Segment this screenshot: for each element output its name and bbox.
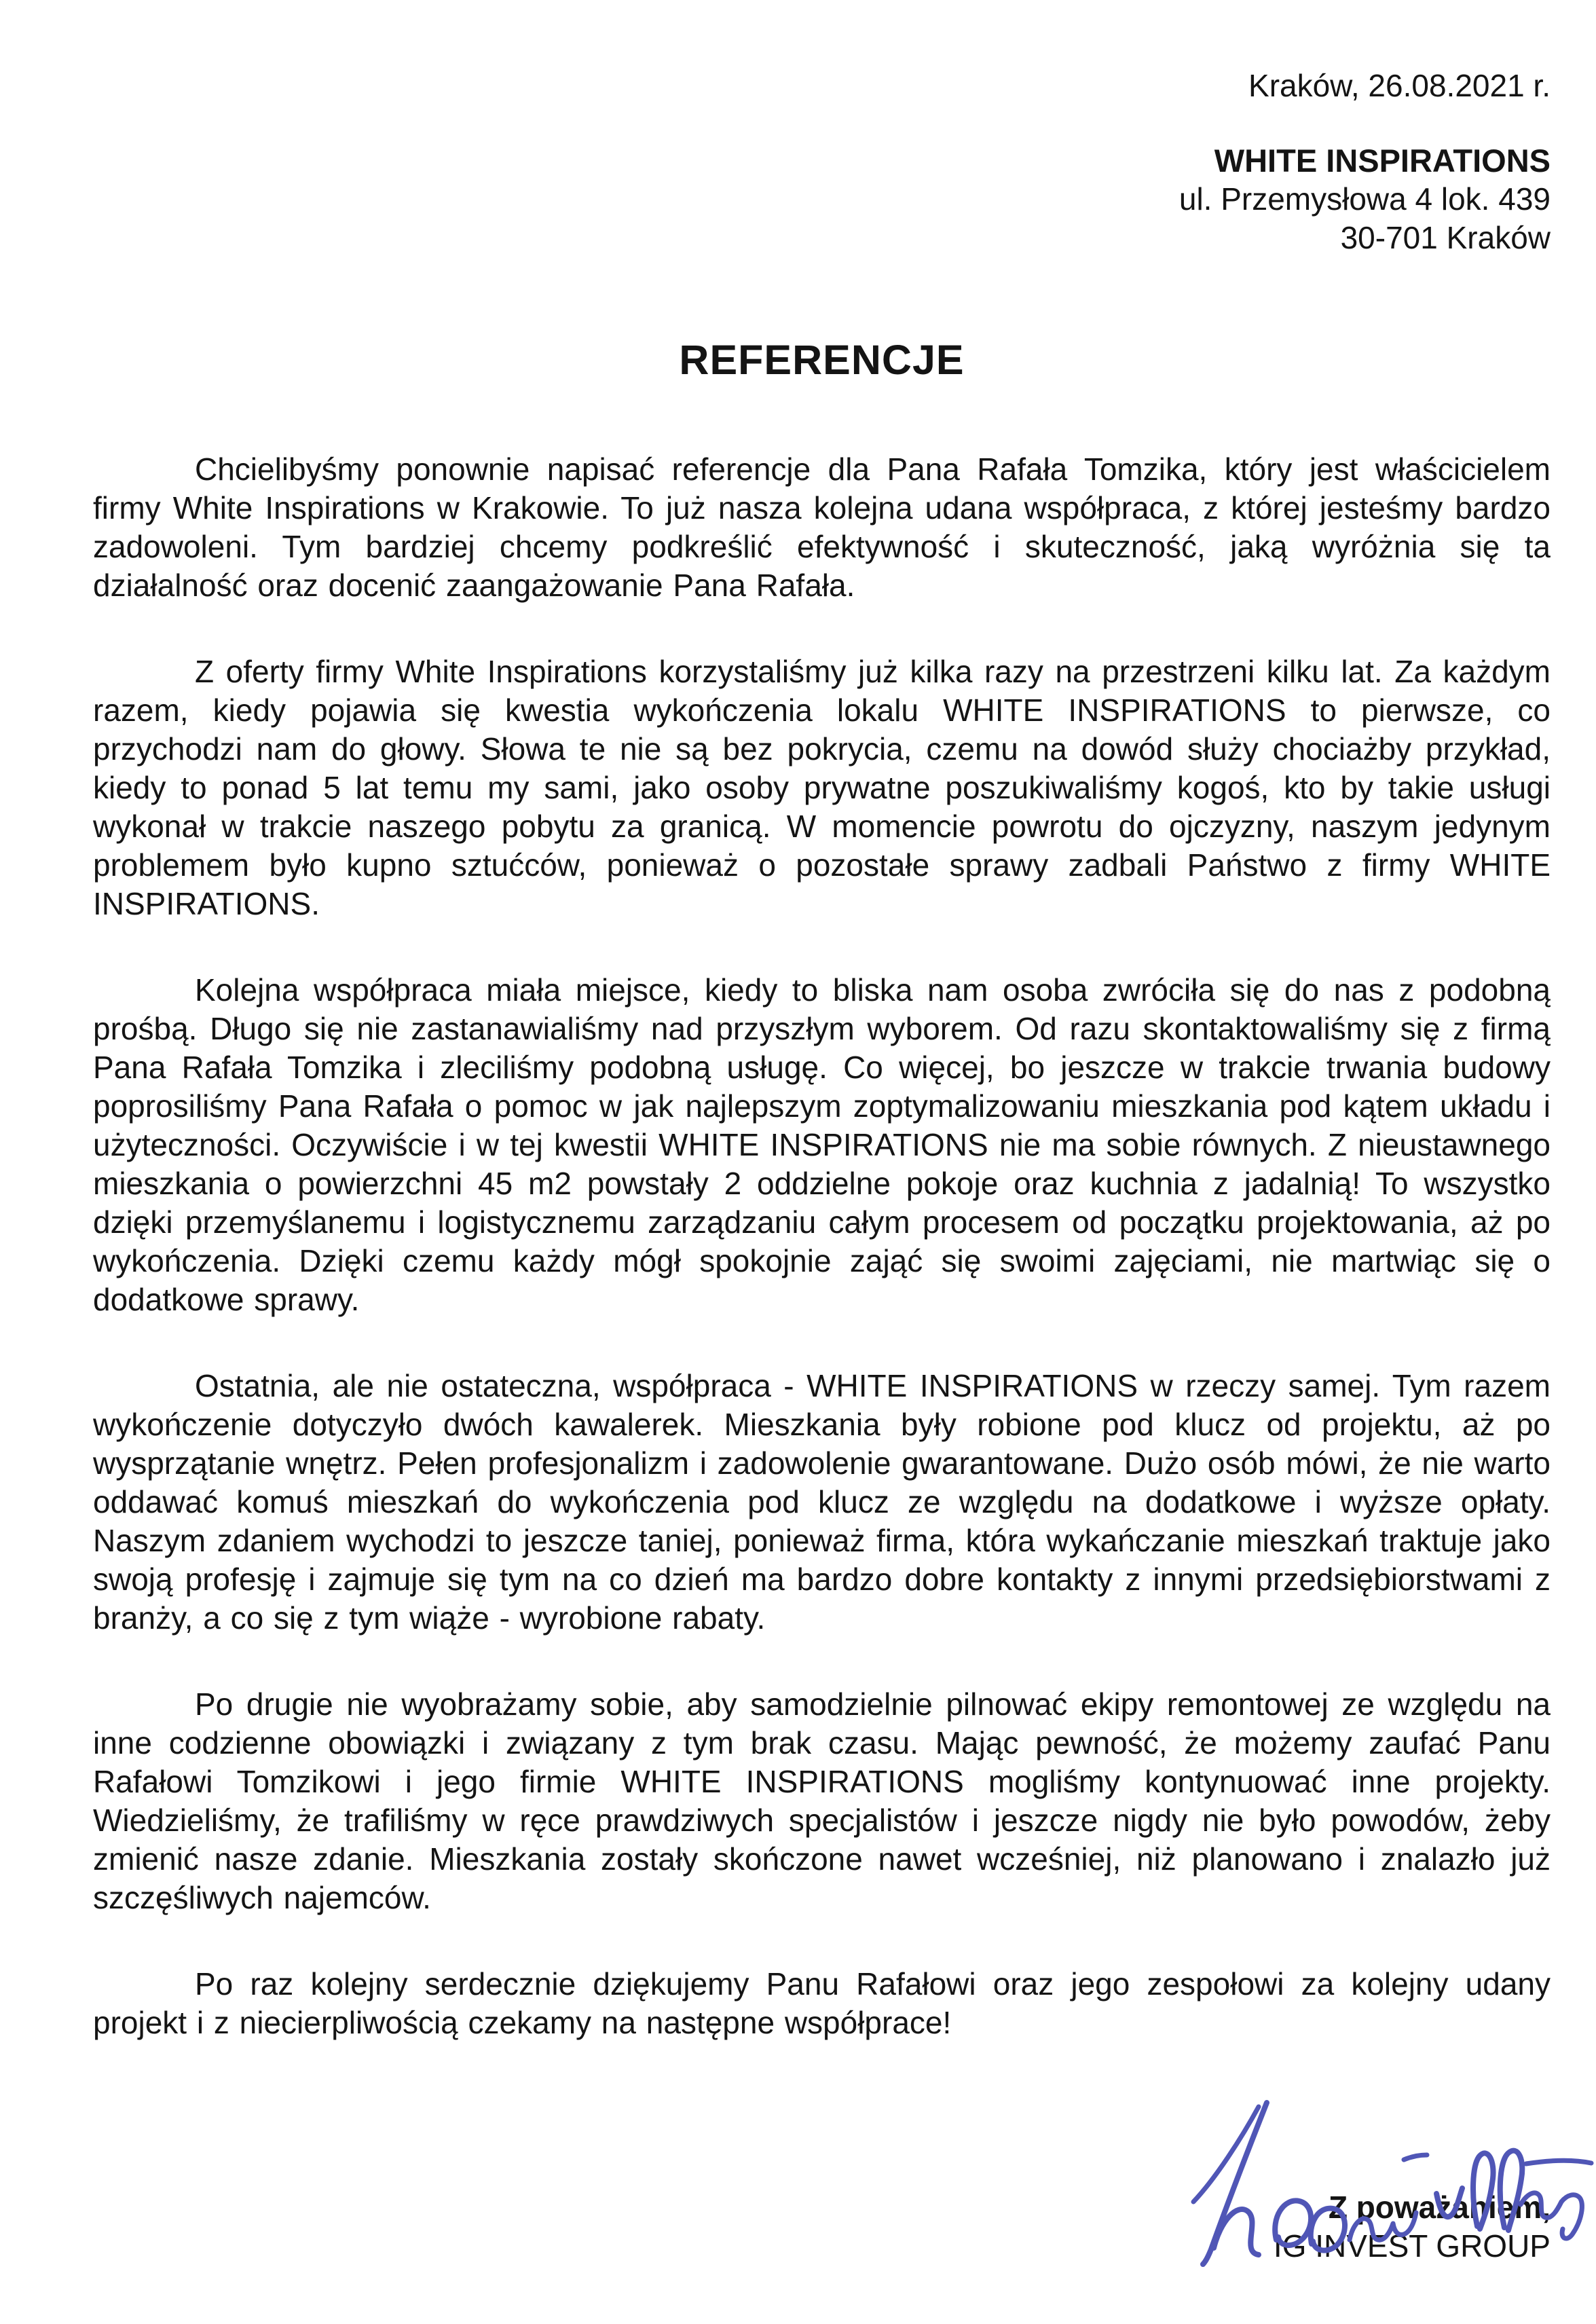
signature-stroke (1526, 2160, 1591, 2164)
sender-address-block (93, 141, 1551, 257)
signature-stroke (1404, 2155, 1427, 2160)
paragraph-thanks: Po raz kolejny serdecznie dziękujemy Panu Rafałowi oraz jego zespołowi za kolejny udany projekt i z niecierpliwością czekamy na następne współprace! (93, 1966, 1551, 2040)
signature-stroke (1350, 2213, 1416, 2240)
paragraph-trust: Po drugie nie wyobrażamy sobie, aby samodzielnie pilnować ekipy remontowej ze względu na inne codzienne obowiązki i związany z tym brak czasu. Mając pewność, że możemy zaufać Panu Rafałowi Tomzikowi i jego firmie WHITE INSPIRATIONS mogliśmy kontynuować inne projekty. Wiedzieliśmy, że trafiliśmy w ręce prawdziwych specjalistów i jeszcze nigdy nie było powodów, żeby zmienić nasze zdanie. Mieszkania zostały skończone nawet wcześniej, niż planowano i znalazło już szczęśliwych najemców. (93, 1686, 1551, 1915)
signature-stroke (1500, 2151, 1523, 2230)
paragraph-latest-cooperation: Ostatnia, ale nie ostateczna, współpraca - WHITE INSPIRATIONS w rzeczy samej. Tym razem wykończenie dotyczyło dwóch kawalerek. Mieszkania były robione pod klucz od projektu, aż po wysprzątanie wnętrz. Pełen profesjonalizm i zadowolenie gwarantowane. Dużo osób mówi, że nie warto oddawać komuś mieszkań do wykończenia pod klucz ze względu na dodatkowe i wyższe opłaty. Naszym zdaniem wychodzi to jeszcze taniej, ponieważ firma, która wykańczanie mieszkań traktuje jako swoją profesję i zajmuje się tym na co dzień ma bardzo dobre kontakty z innymi przedsiębiorstwami z branży, a co się z tym wiąże - wyrobione rabaty. (93, 1368, 1551, 1636)
signature-stroke (1473, 2153, 1493, 2229)
signature-stroke (1561, 2195, 1582, 2238)
signature-stroke (1311, 2209, 1345, 2251)
sender-street: ul. Przemysłowa 4 lok. 439 (1179, 181, 1551, 217)
signature-stroke (1203, 2103, 1267, 2264)
paragraph-second-cooperation: Kolejna współpraca miała miejsce, kiedy to bliska nam osoba zwróciła się do nas z podobną prośbą. Długo się nie zastanawialiśmy nad przyszłym wyborem. Od razu skontaktowaliśmy się z firmą Pana Rafała Tomzika i zleciliśmy podobną usługę. Co więcej, bo jeszcze w trakcie trwania budowy poprosiliśmy Pana Rafała o pomoc w jak najlepszym zoptymalizowaniu mieszkania pod kątem układu i użyteczności. Oczywiście i w tej kwestii WHITE INSPIRATIONS nie ma sobie równych. Z nieustawnego mieszkania o powierzchni 45 m2 powstały 2 oddzielne pokoje oraz kuchnia z jadalnią! To wszystko dzięki przemyślanemu i logistycznemu zarządzaniu całym procesem od początku projektowania, aż po wykończenia. Dzięki czemu każdy mógł spokojnie zająć się swoimi zajęciami, nie martwiąc się o dodatkowe sprawy. (93, 972, 1551, 1317)
document-title: REFERENCJE (679, 337, 965, 383)
paragraph-intro: Chcielibyśmy ponownie napisać referencje dla Pana Rafała Tomzika, który jest właścicielem firmy White Inspirations w Krakowie. To już nasza kolejna udana współpraca, z której jesteśmy bardzo zadowoleni. Tym bardziej chcemy podkreślić efektywność i skuteczność, jaką wyróżnia się ta działalność oraz docenić zaangażowanie Pana Rafała. (93, 451, 1551, 603)
closing-signatory: IG INVEST GROUP (1273, 2228, 1551, 2264)
closing-salutation: Z poważaniem, (1328, 2190, 1551, 2225)
signature-stroke (1436, 2188, 1462, 2217)
sender-company-name: WHITE INSPIRATIONS (1214, 143, 1551, 179)
sender-city: 30-701 Kraków (1340, 220, 1551, 255)
dateline: Kraków, 26.08.2021 r. (1248, 68, 1551, 103)
signature-stroke (1275, 2200, 1311, 2245)
handwritten-signature (1134, 2095, 1595, 2322)
signature-stroke (1521, 2193, 1561, 2218)
paragraph-first-cooperation: Z oferty firmy White Inspirations korzystaliśmy już kilka razy na przestrzeni kilku lat. Za każdym razem, kiedy pojawia się kwestia wykończenia lokalu WHITE INSPIRATIONS to pierwsze, co przychodzi nam do głowy. Słowa te nie są bez pokrycia, czemu na dowód służy chociażby przykład, kiedy to ponad 5 lat temu my sami, jako osoby prywatne poszukiwaliśmy kogoś, kto by takie usługi wykonał w trakcie naszego pobytu za granicą. W momencie powrotu do ojczyzny, naszym jedynym problemem było kupno sztućców, ponieważ o pozostałe sprawy zadbali Państwo z firmy WHITE INSPIRATIONS. (93, 654, 1551, 921)
